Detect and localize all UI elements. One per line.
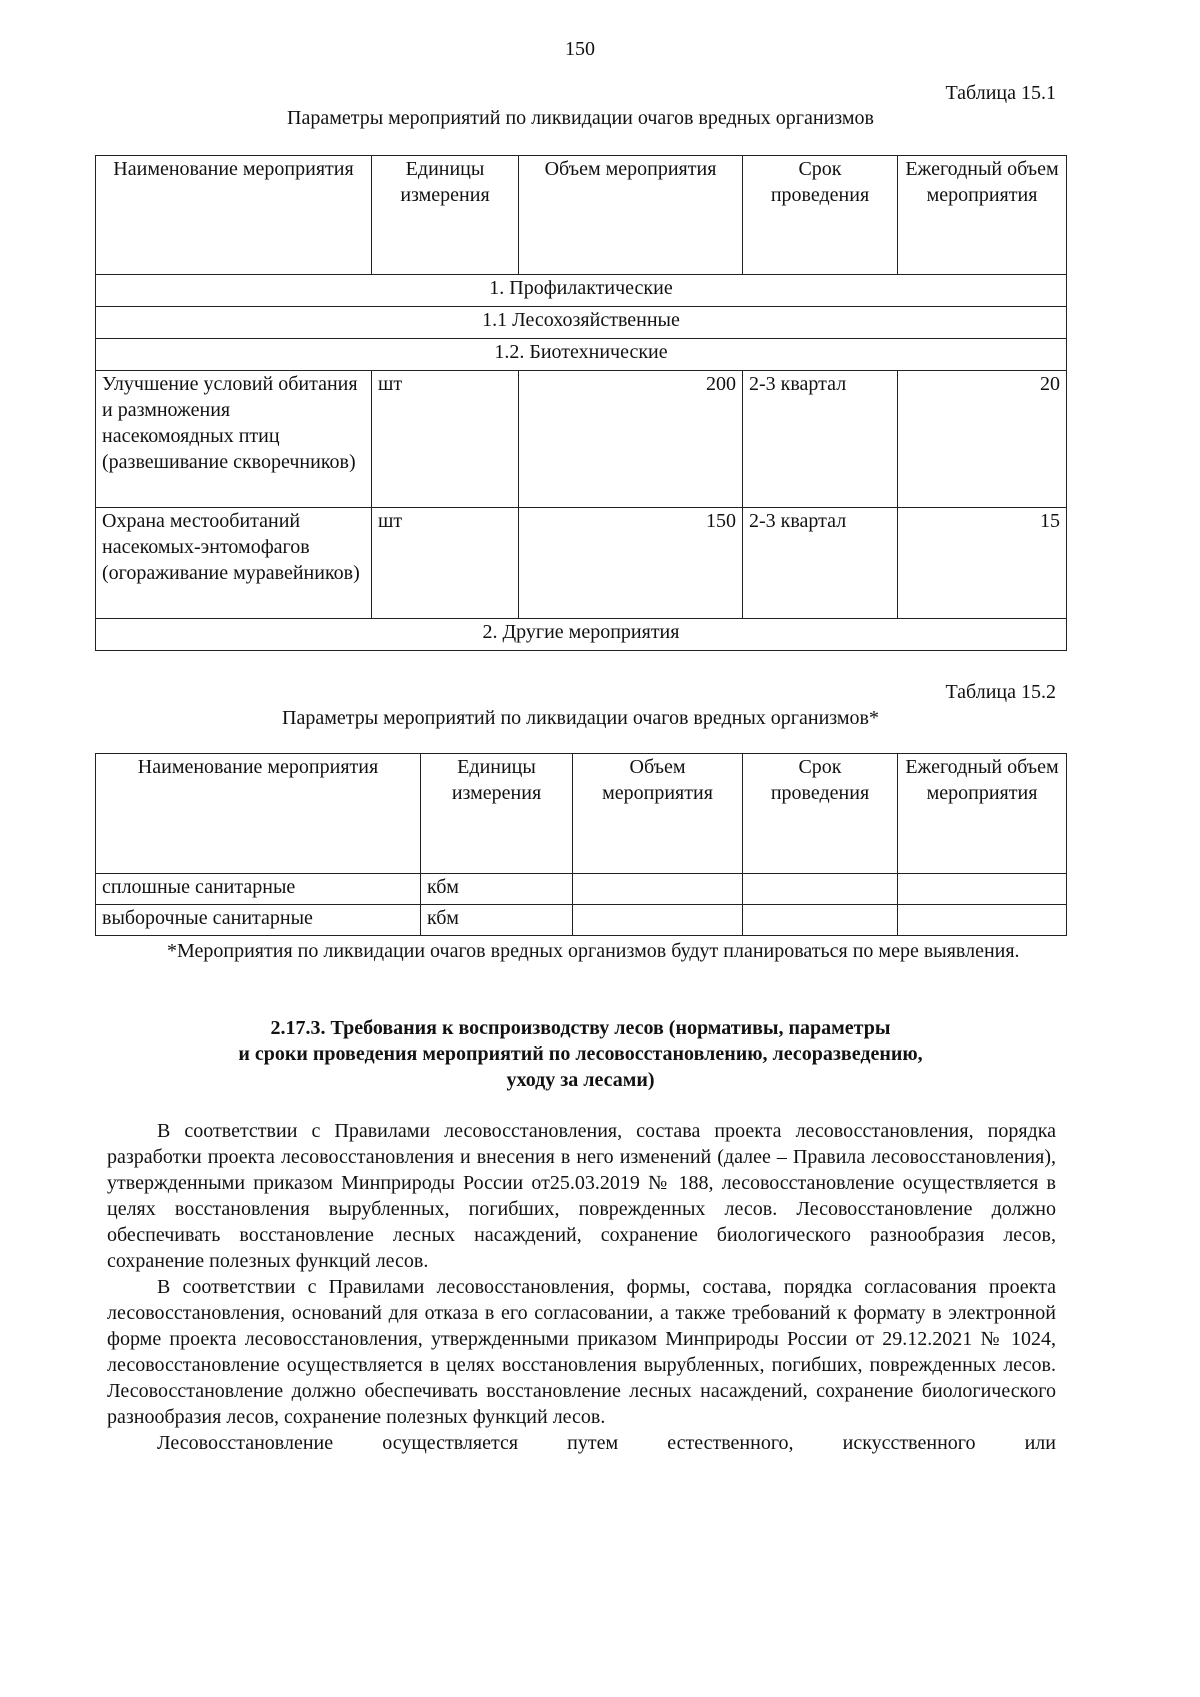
cell-name: сплошные санитарные: [96, 874, 421, 905]
section-row: 2. Другие мероприятия: [96, 619, 1067, 651]
table-row: [96, 371, 1067, 508]
paragraph: В соответствии с Правилами лесовосстановления, формы, состава, порядка согласования проекта лесовосстановления, оснований для отказа в его согласовании, а также требований к формату в электронной форме проекта лесовосстановления, утвержденными приказом Минприроды России от 29.12.2021 № 1024, лесовосстановление осуществляется в целях восстановления вырубленных, погибших, поврежденных лесов. Лесовосстановление должно обеспечивать восстановление лесных насаждений, сохранение биологического разнообразия лесов, сохранение полезных функций лесов.: [107, 1276, 1056, 1428]
table-row: [96, 874, 1067, 905]
cell-unit: шт: [372, 508, 519, 619]
heading-line: уходу за лесами): [506, 1069, 655, 1091]
paragraph: Лесовосстановление осуществляется путем естественного, искусственного или: [157, 1432, 1056, 1454]
table-15-1: [95, 155, 1067, 651]
cell-unit: шт: [372, 371, 519, 508]
cell-name: Улучшение условий обитания и размножения насекомоядных птиц (развешивание скворечников): [96, 371, 372, 508]
cell-name: Охрана местообитаний насекомых-энтомофагов (огораживание муравейников): [96, 508, 372, 619]
cell-term: [743, 874, 898, 905]
heading-line: и сроки проведения мероприятий по лесовосстановлению, лесоразведению,: [238, 1043, 923, 1065]
cell-annual: 20: [898, 371, 1067, 508]
cell-volume: [573, 874, 743, 905]
cell-term: 2-3 квартал: [743, 508, 898, 619]
header-term: Срок проведения: [743, 156, 898, 275]
heading-line: 2.17.3. Требования к воспроизводству лесов (нормативы, параметры: [270, 1017, 891, 1039]
header-annual: Ежегодный объем мероприятия: [898, 754, 1067, 874]
section-row: 1. Профилактические: [96, 275, 1067, 307]
table-row: [96, 508, 1067, 619]
header-name: Наименование мероприятия: [96, 156, 372, 275]
cell-term: 2-3 квартал: [743, 371, 898, 508]
header-term: Срок проведения: [743, 754, 898, 874]
cell-annual: [898, 905, 1067, 936]
cell-annual: 15: [898, 508, 1067, 619]
table2-label: Таблица 15.2: [945, 681, 1056, 703]
section-body: [107, 1118, 1056, 1456]
cell-volume: 150: [519, 508, 743, 619]
section-row: 1.1 Лесохозяйственные: [96, 307, 1067, 339]
table1-label: Таблица 15.1: [945, 82, 1056, 104]
cell-volume: [573, 905, 743, 936]
table2-footnote: *Мероприятия по ликвидации очагов вредных организмов будут планироваться по мере выявления.: [167, 940, 1020, 962]
header-unit: Единицы измерения: [372, 156, 519, 275]
table-header-row: [96, 156, 1067, 275]
cell-annual: [898, 874, 1067, 905]
page-number: 150: [565, 38, 595, 60]
cell-name: выборочные санитарные: [96, 905, 421, 936]
cell-term: [743, 905, 898, 936]
section-row: 1.2. Биотехнические: [96, 339, 1067, 371]
section-heading: [95, 1015, 1066, 1093]
header-volume: Объем мероприятия: [573, 754, 743, 874]
header-volume: Объем мероприятия: [519, 156, 743, 275]
header-annual: Ежегодный объем мероприятия: [898, 156, 1067, 275]
table-header-row: [96, 754, 1067, 874]
cell-volume: 200: [519, 371, 743, 508]
header-unit: Единицы измерения: [421, 754, 573, 874]
table-row: [96, 905, 1067, 936]
paragraph: В соответствии с Правилами лесовосстановления, состава проекта лесовосстановления, порядка разработки проекта лесовосстановления и внесения в него изменений (далее – Правила лесовосстановления), утвержденными приказом Минприроды России от25.03.2019 № 188, лесовосстановление осуществляется в целях восстановления вырубленных, погибших, поврежденных лесов. Лесовосстановление должно обеспечивать восстановление лесных насаждений, сохранение биологического разнообразия лесов, сохранение полезных функций лесов.: [107, 1120, 1056, 1272]
header-name: Наименование мероприятия: [96, 754, 421, 874]
cell-unit: кбм: [421, 874, 573, 905]
table1-title: Параметры мероприятий по ликвидации очагов вредных организмов: [287, 107, 874, 129]
table-15-2: [95, 753, 1067, 936]
table2-title: Параметры мероприятий по ликвидации очагов вредных организмов*: [282, 707, 879, 729]
cell-unit: кбм: [421, 905, 573, 936]
